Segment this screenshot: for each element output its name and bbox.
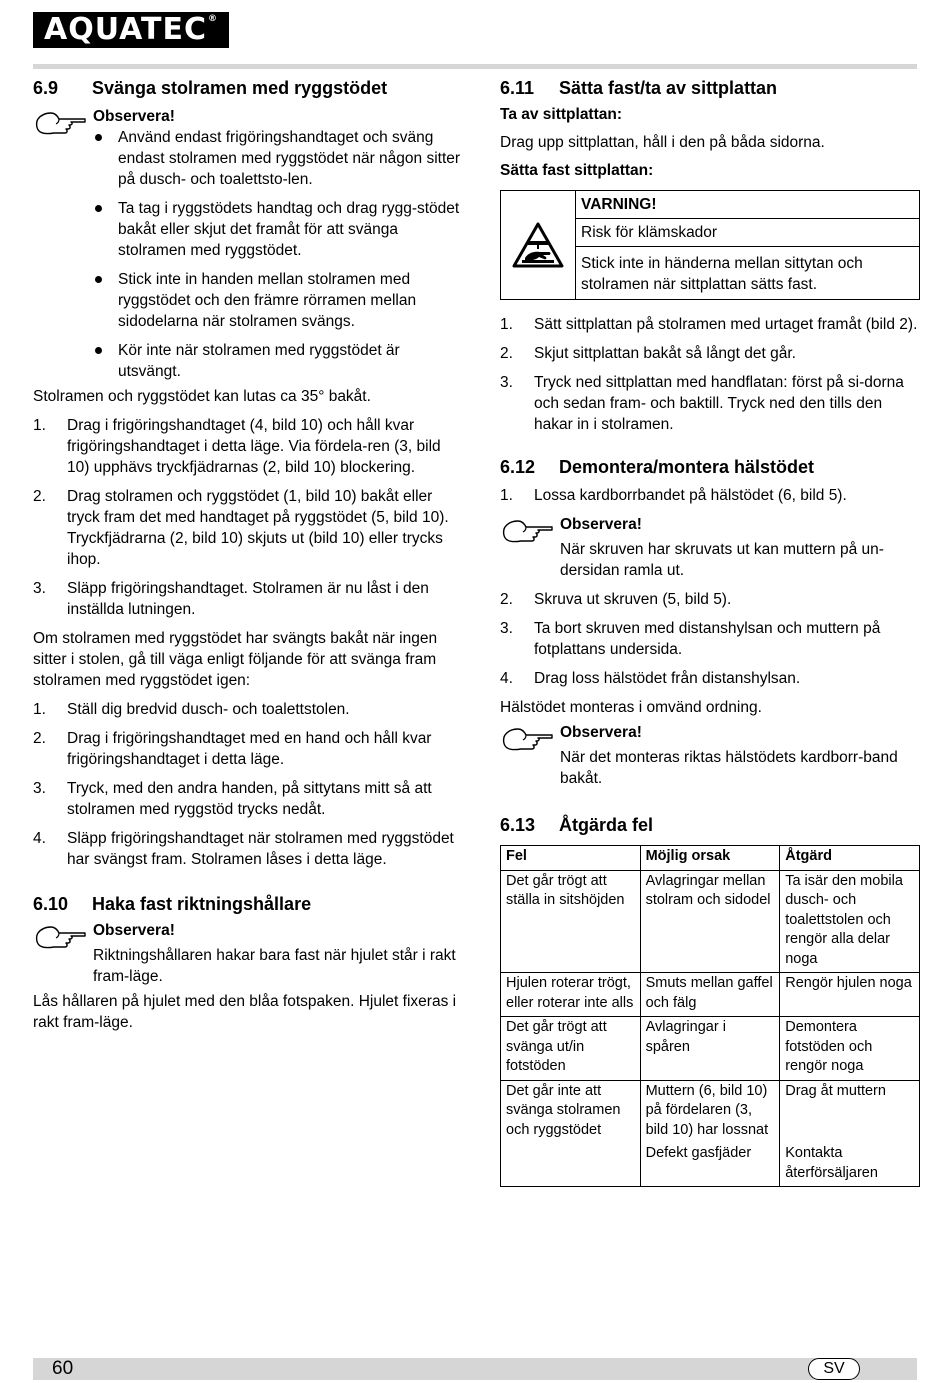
note-6-10 [33,920,463,987]
table-header: Fel [501,846,641,871]
note-title: Observera! [93,922,175,939]
bullet-item: Stick inte in handen mellan stolramen med ryggstödet och den främre rörramen mellan sidodelarna när stolramen svängs. [93,269,463,332]
steps-6-11 [500,314,920,435]
table-cell: Det går inte att svänga stolramen och ryggstödet [501,1080,641,1143]
table-cell: Defekt gasfjäder [640,1143,780,1187]
troubleshooting-table [500,845,920,1187]
table-cell: Avlagringar i spåren [640,1017,780,1081]
intro-swing-forward: Om stolramen med ryggstödet har svängts bakåt när ingen sitter i stolen, gå till väga enligt följande för att svänga fram stolramen med ryggstödet igen: [33,630,438,689]
note-bullets [93,127,463,382]
bullet-item: Kör inte när stolramen med ryggstödet är utsvängt. [93,340,463,382]
step-item: 1. Drag i frigöringshandtaget (4, bild 10) och håll kvar frigöringshandtaget i detta läge. Via fördela-ren (3, bild 10) upphävs tryckfjädrarnas (2, bild 10) blockering. [33,417,441,476]
note-title: Observera! [560,724,642,741]
note-6-12-b [500,722,920,789]
table-row [501,1017,920,1081]
tilt-text: Stolramen och ryggstödet kan lutas ca 35° bakåt. [33,388,371,405]
page-number: 60 [52,1358,74,1379]
language-badge: SV [808,1358,860,1380]
note-text: När skruven har skruvats ut kan muttern på un-dersidan ramla ut. [560,541,884,579]
section-6-12-heading: 6.12 Demontera/montera hälstödet [500,457,815,477]
table-cell: Det går trögt att svänga ut/in fotstöden [501,1017,641,1081]
step-item: 3. Ta bort skruven med distanshylsan och muttern på fotplattans undersida. [500,620,881,658]
steps-6-12-first [500,485,920,506]
table-row [501,1080,920,1143]
footer-bar [33,1358,917,1380]
table-header: Möjlig orsak [640,846,780,871]
table-row [501,870,920,973]
table-cell: Avlagringar mellan stolram och sidodel [640,870,780,973]
section-6-13-heading: 6.13 Åtgärda fel [500,815,654,835]
step-item: 2. Drag i frigöringshandtaget med en hand och håll kvar frigöringshandtaget i detta läge. [33,730,432,768]
step-item: 2. Drag stolramen och ryggstödet (1, bild 10) bakåt eller tryck fram det med handtaget på ryggstödet (5, bild 10). Tryckfjädrarna (2, bild 10) skjuts ut (bild 10) eller trycks ihop. [33,488,449,568]
step-item: 1. Lossa kardborrbandet på hälstödet (6, bild 5). [500,487,847,504]
table-cell: Det går trögt att ställa in sitshöjden [501,870,641,973]
table-cell: Rengör hjulen noga [780,973,920,1017]
note-text: När det monteras riktas hälstödets kardborr-band bakåt. [560,749,898,787]
heel-support-text: Hälstödet monteras i omvänd ordning. [500,699,762,716]
left-column [33,76,463,1033]
step-item: 1. Sätt sittplattan på stolramen med urtaget framåt (bild 2). [500,316,918,333]
note-title: Observera! [93,108,175,125]
step-item: 2. Skjut sittplattan bakåt så långt det går. [500,345,796,362]
steps-6-12 [500,589,920,689]
step-item: 3. Tryck, med den andra handen, på sittytans mitt så att stolramen med ryggstöd trycks nedåt. [33,780,432,818]
aquatec-logo [33,12,229,48]
table-row [501,1143,920,1187]
pointing-hand-icon [35,106,87,136]
table-cell: Hjulen roterar trögt, eller roterar inte alls [501,973,641,1017]
subheading-attach-seat: Sätta fast sittplattan: [500,162,654,179]
warning-risk: Risk för klämskador [576,219,919,247]
step-item: 3. Tryck ned sittplattan med handflatan: först på si-dorna och sedan fram- och baktill. Tryck ned den tills den hakar in i stolramen. [500,374,904,433]
table-cell: Ta isär den mobila dusch- och toalettstolen och rengör alla delar noga [780,870,920,973]
table-cell: Smuts mellan gaffel och fälg [640,973,780,1017]
table-header: Åtgärd [780,846,920,871]
step-item: 4. Drag loss hälstödet från distanshylsan. [500,670,801,687]
direction-lock-text: Lås hållaren på hjulet med den blåa fotspaken. Hjulet fixeras i rakt fram-läge. [33,993,457,1031]
pointing-hand-icon [502,722,554,752]
note-text: Riktningshållaren hakar bara fast när hjulet står i rakt fram-läge. [93,947,456,985]
table-cell: Drag åt muttern [780,1080,920,1143]
step-item: 1. Ställ dig bredvid dusch- och toalettstolen. [33,701,350,718]
note-title: Observera! [560,516,642,533]
note-6-12-a [500,514,920,581]
steps-6-9 [33,415,463,620]
step-item: 2. Skruva ut skruven (5, bild 5). [500,591,732,608]
section-6-11-heading: 6.11 Sätta fast/ta av sittplattan [500,78,778,98]
crush-hazard-icon [512,222,564,268]
table-cell: Kontakta återförsäljaren [780,1143,920,1187]
steps-6-9-forward [33,699,463,870]
table-cell: Muttern (6, bild 10) på fördelaren (3, bild 10) har lossnat [640,1080,780,1143]
warning-text: Stick inte in händerna mellan sittytan och stolramen när sittplattan sätts fast. [581,255,863,293]
header-rule [33,64,917,69]
table-row [501,973,920,1017]
warning-title: VARNING! [576,191,919,219]
brand-name: AQUATEC [43,12,208,47]
bullet-item: Använd endast frigöringshandtaget och sväng endast stolramen med ryggstödet när någon sitter på dusch- och toalettsto-len. [93,127,463,190]
registered-mark: ® [208,14,219,24]
section-6-10-heading: 6.10 Haka fast riktningshållare [33,894,312,914]
table-cell [501,1143,641,1187]
section-6-9-heading: 6.9 Svänga stolramen med ryggstödet [33,78,388,98]
pointing-hand-icon [502,514,554,544]
step-item: 4. Släpp frigöringshandtaget när stolramen med ryggstödet har svängst fram. Stolramen låses i detta läge. [33,830,454,868]
table-header-row [501,846,920,871]
note-6-9 [33,106,463,382]
pointing-hand-icon [35,920,87,950]
bullet-item: Ta tag i ryggstödets handtag och drag rygg-stödet bakåt eller skjut det framåt för att svänga stolramen med ryggstödet. [93,198,463,261]
remove-seat-text: Drag upp sittplattan, håll i den på båda sidorna. [500,134,825,151]
table-cell: Demontera fotstöden och rengör noga [780,1017,920,1081]
step-item: 3. Släpp frigöringshandtaget. Stolramen är nu låst i den inställda lutningen. [33,580,429,618]
subheading-remove-seat: Ta av sittplattan: [500,106,623,123]
warning-box [500,190,920,300]
right-column [500,76,920,1187]
